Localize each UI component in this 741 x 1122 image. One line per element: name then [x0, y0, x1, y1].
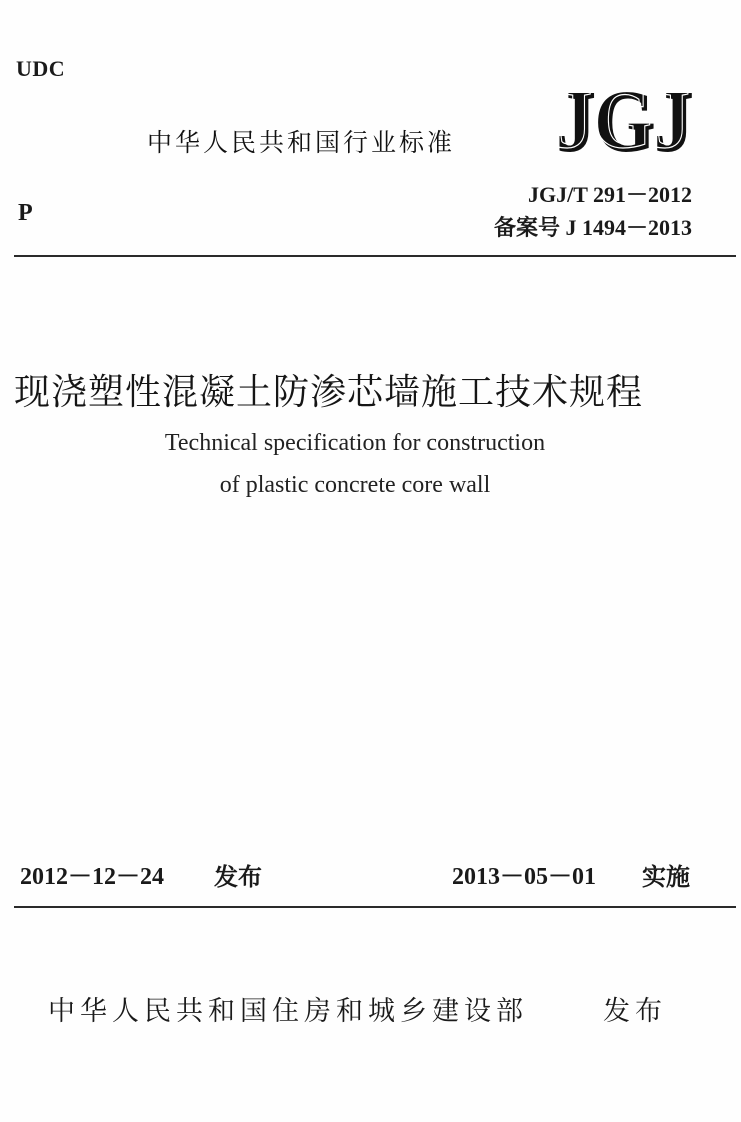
issue-label: 发布 — [214, 863, 262, 891]
jgj-logo — [552, 82, 694, 160]
issuing-ministry: 中华人民共和国住房和城乡建设部 — [48, 996, 528, 1027]
record-number: 备案号 J 1494－2013 — [493, 215, 692, 240]
title-chinese: 现浇塑性混凝土防渗芯墙施工技术规程 — [14, 372, 644, 413]
logo-text-highlight: JGJ — [554, 82, 690, 160]
industry-standard-heading: 中华人民共和国行业标准 — [147, 128, 456, 157]
udc-label: UDC — [16, 56, 66, 81]
bottom-divider — [14, 906, 736, 908]
classification-code: P — [18, 200, 33, 226]
title-english-line1: Technical specification for construction — [164, 430, 546, 456]
top-divider — [14, 255, 736, 257]
title-english-line2: of plastic concrete core wall — [219, 472, 491, 498]
implementation-date: 2013－05－01 — [452, 864, 596, 890]
logo-text: JGJ — [557, 82, 693, 160]
implementation-label: 实施 — [642, 863, 690, 891]
publish-label: 发布 — [603, 996, 667, 1027]
issue-date: 2012－12－24 — [20, 864, 164, 890]
standard-number: JGJ/T 291－2012 — [527, 182, 692, 207]
